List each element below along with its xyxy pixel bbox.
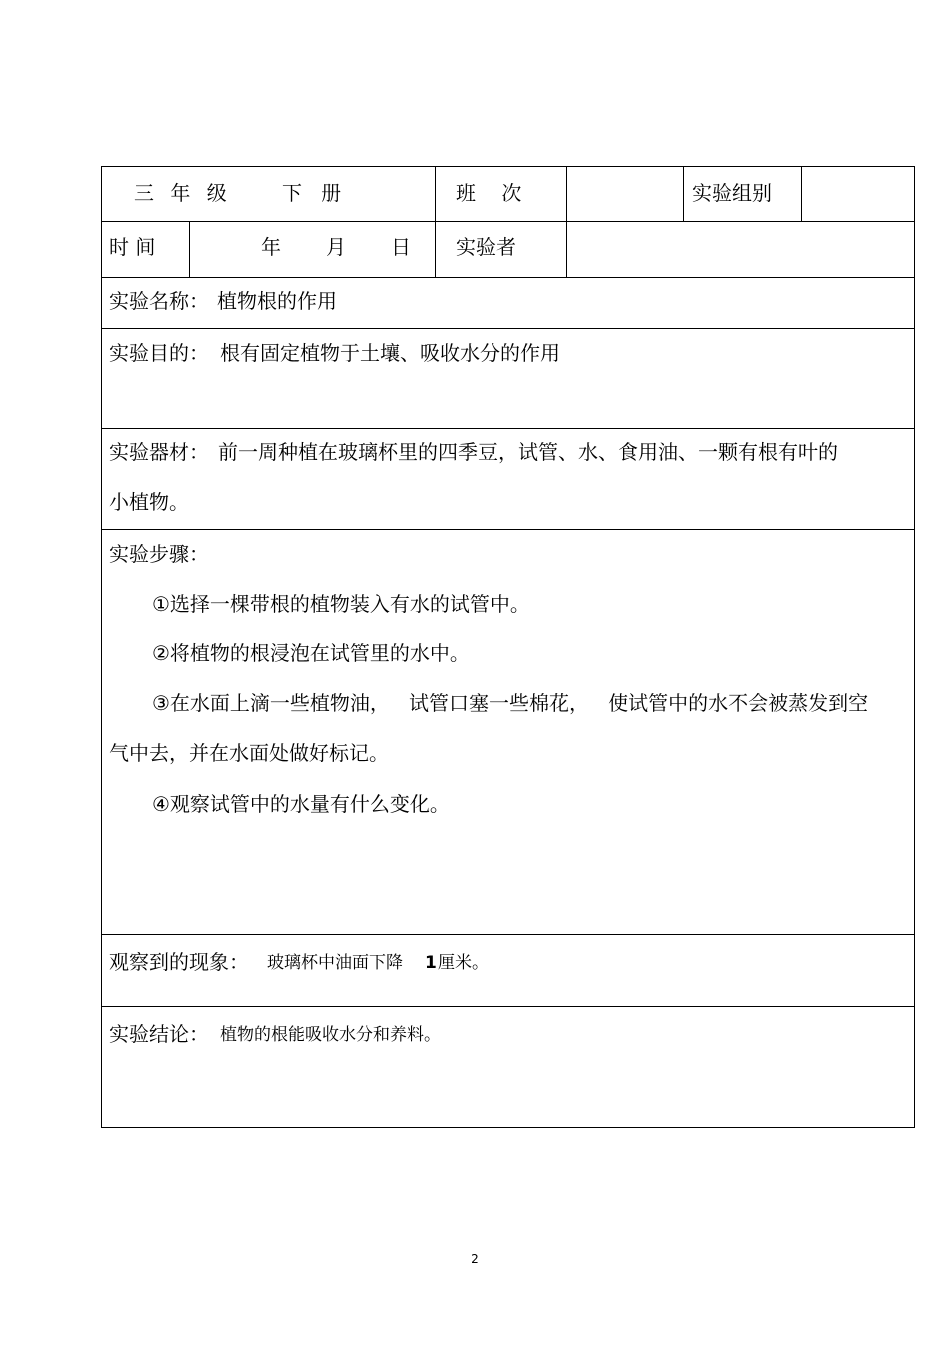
experiment-materials-line2: 小植物。 — [109, 490, 189, 514]
time-label: 时 间 — [109, 235, 156, 259]
experiment-purpose-label: 实验目的： — [109, 341, 209, 365]
experiment-record-table — [101, 166, 915, 1128]
experiment-purpose-value: 根有固定植物于土壤、吸收水分的作用 — [220, 341, 560, 365]
column-divider — [683, 167, 684, 221]
experiment-steps-label: 实验步骤： — [109, 542, 209, 566]
experiment-step-2: ②将植物的根浸泡在试管里的水中。 — [152, 641, 470, 665]
experiment-step-3-line1: ③在水面上滴一些植物油， 试管口塞一些棉花， 使试管中的水不会被蒸发到空 — [152, 691, 869, 715]
column-divider — [189, 221, 190, 277]
date-month: 月 — [326, 235, 346, 259]
observation-number: 1 — [425, 953, 437, 973]
experiment-name-value: 植物根的作用 — [217, 289, 337, 313]
row-divider — [102, 277, 914, 278]
date-day: 日 — [391, 235, 411, 259]
conclusion-value: 植物的根能吸收水分和养料。 — [220, 1025, 441, 1045]
date-year: 年 — [261, 235, 281, 259]
row-divider — [102, 428, 914, 429]
experimenter-label: 实验者 — [456, 235, 516, 259]
row-divider — [102, 529, 914, 530]
experiment-step-4: ④观察试管中的水量有什么变化。 — [152, 792, 450, 816]
row-divider — [102, 1006, 914, 1007]
experiment-step-3-line2: 气中去，并在水面处做好标记。 — [109, 741, 389, 765]
grade-label: 三 年 级 — [134, 181, 232, 205]
experiment-step-1: ①选择一棵带根的植物装入有水的试管中。 — [152, 592, 530, 616]
observation-unit: 厘米。 — [438, 953, 489, 973]
row-divider — [102, 221, 914, 222]
column-divider — [566, 167, 567, 277]
page-number: 2 — [471, 1252, 479, 1266]
experiment-name-label: 实验名称： — [109, 289, 209, 313]
observation-label: 观察到的现象： — [109, 950, 249, 974]
experiment-materials-label: 实验器材： — [109, 440, 209, 464]
observation-value: 玻璃杯中油面下降 — [267, 953, 403, 973]
group-label: 实验组别 — [692, 181, 772, 205]
row-divider — [102, 934, 914, 935]
column-divider — [435, 167, 436, 277]
column-divider — [801, 167, 802, 221]
row-divider — [102, 328, 914, 329]
conclusion-label: 实验结论： — [109, 1022, 209, 1046]
experiment-materials-line1: 前一周种植在玻璃杯里的四季豆，试管、水、食用油、一颗有根有叶的 — [218, 440, 838, 464]
volume-label: 下 册 — [282, 181, 342, 205]
class-label: 班 次 — [456, 181, 522, 205]
